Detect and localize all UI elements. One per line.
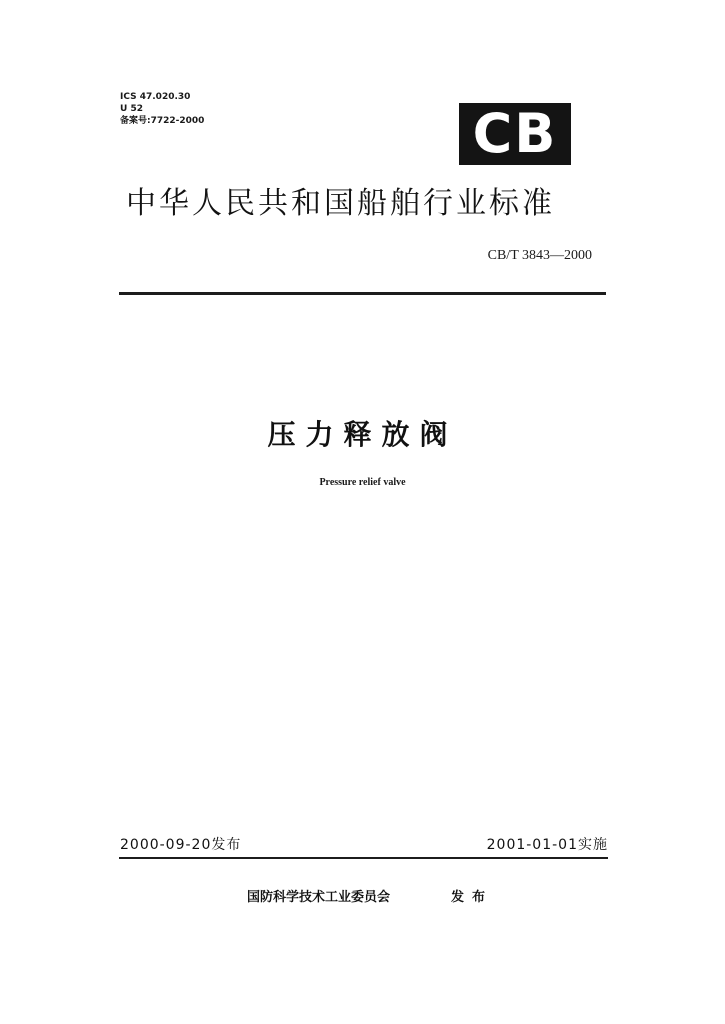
filing-number: 备案号:7722-2000 [120, 116, 205, 126]
class-code: U 52 [120, 104, 143, 114]
standard-title: 中华人民共和国船舶行业标准 [126, 186, 555, 221]
cb-logo: CB [459, 103, 571, 165]
ics-code: ICS 47.020.30 [120, 92, 191, 102]
issuing-authority: 国防科学技术工业委员会 [247, 890, 391, 905]
implementation-date: 2001-01-01实施 [486, 837, 608, 853]
document-title: 压力释放阀 [267, 418, 458, 451]
footer-divider [119, 857, 608, 859]
header-divider [119, 292, 606, 295]
issue-date: 2000-09-20发布 [120, 837, 242, 853]
document-subtitle: Pressure relief valve [319, 477, 406, 488]
standard-number: CB/T 3843—2000 [487, 248, 592, 263]
issue-label: 发布 [451, 890, 494, 905]
classification-block [120, 91, 204, 127]
